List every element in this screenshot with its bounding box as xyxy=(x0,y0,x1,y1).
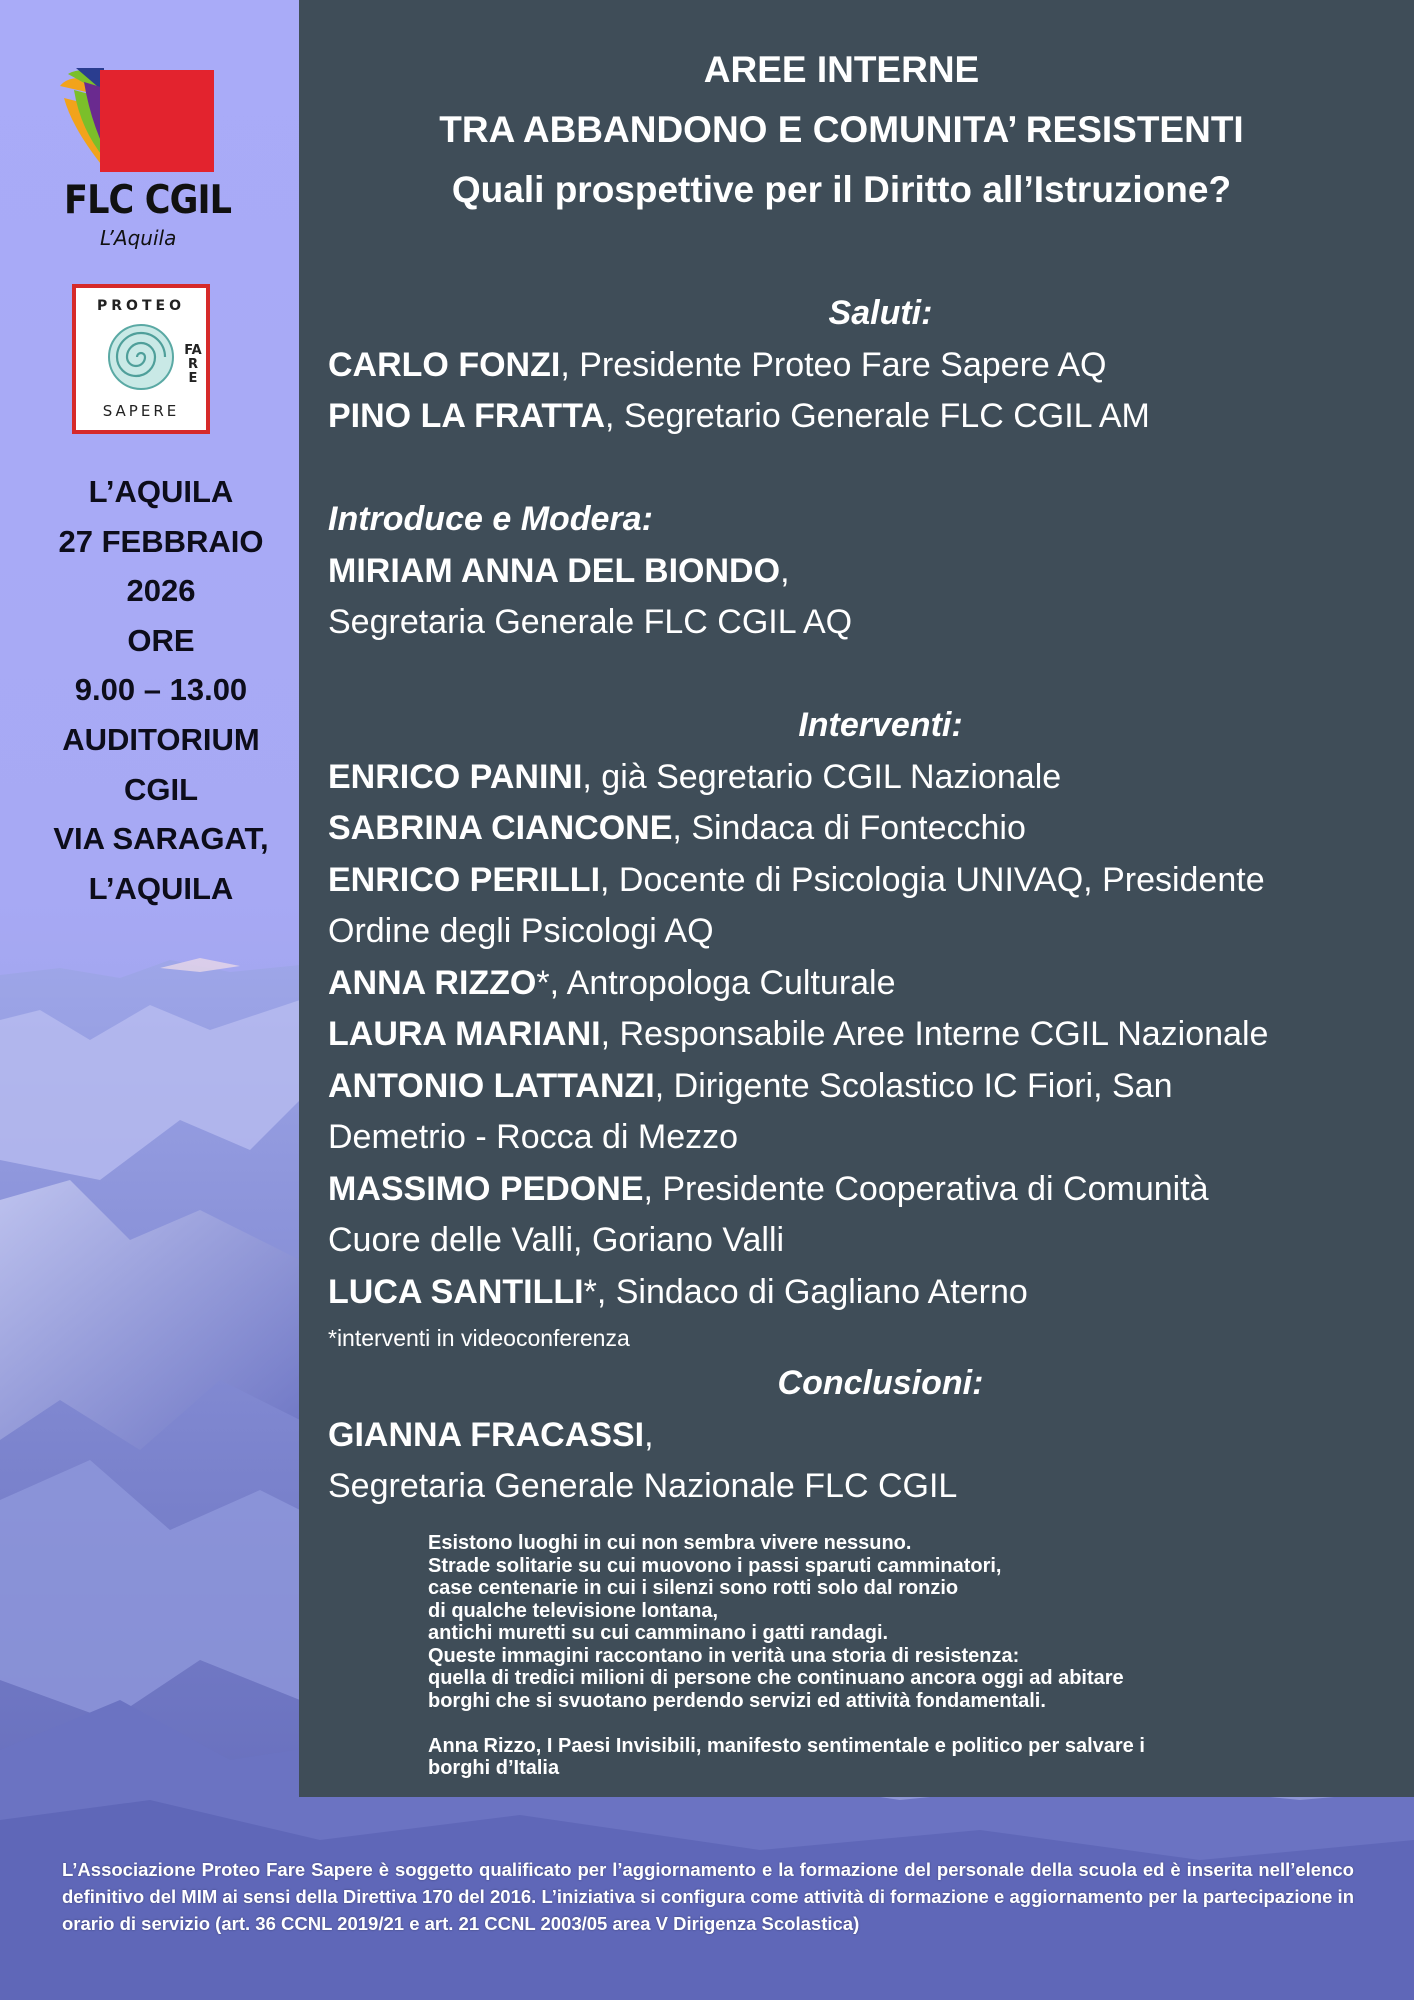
speaker-line xyxy=(328,1009,1388,1061)
quote-source: borghi d’Italia xyxy=(428,1757,560,1779)
title-line-1: AREE INTERNE xyxy=(703,49,980,90)
speaker-name: MASSIMO PEDONE xyxy=(328,1169,644,1208)
event-time-label: ORE xyxy=(127,622,195,658)
interventi-heading: Interventi: xyxy=(798,706,963,744)
speaker-name: LUCA SANTILLI xyxy=(328,1272,584,1311)
speaker-comma: , xyxy=(780,551,790,590)
event-venue-org: CGIL xyxy=(123,771,199,807)
shell-icon xyxy=(106,322,176,392)
speaker-role: , Docente di Psicologia UNIVAQ, Presidente xyxy=(600,860,1265,899)
speaker-role: , Dirigente Scolastico IC Fiori, San xyxy=(654,1066,1173,1105)
speaker-line xyxy=(328,391,1388,443)
quote-line: case centenarie in cui i silenzi sono rotti solo dal ronzio xyxy=(428,1577,959,1599)
speaker-name: SABRINA CIANCONE xyxy=(328,809,673,847)
footer-note: L’Associazione Proteo Fare Sapere è soggetto qualificato per l’aggiornamento e la formazione del personale della scuola ed è inserita nell’elenco definitivo del MIM ai sensi della Direttiva 170 del 2016. L’iniziativa si configura come attività di formazione e aggiornamento per la partecipazione in orario di servizio (art. 36 CCNL 2019/21 e art. 21 CCNL 2003/05 area V Dirigenza Scolastica) xyxy=(62,1859,1354,1934)
program-content xyxy=(328,288,1388,1513)
event-venue-city: L’AQUILA xyxy=(88,870,234,906)
proteo-logo-top-text: PROTEO xyxy=(97,298,185,314)
quote-source: Anna Rizzo, I Paesi Invisibili, manifesto sentimentale e politico per salvare i xyxy=(428,1734,1145,1757)
proteo-logo-mid-text: FARE xyxy=(184,343,202,386)
speaker-line xyxy=(328,1410,1388,1462)
flc-cgil-city: L’Aquila xyxy=(100,226,177,250)
event-date: 27 FEBBRAIO xyxy=(58,523,264,559)
title-line-3: Quali prospettive per il Diritto all’Istruzione? xyxy=(451,169,1232,210)
quote-line: Strade solitarie su cui muovono i passi sparuti camminatori, xyxy=(428,1554,1002,1577)
event-details xyxy=(18,467,304,913)
speaker-line xyxy=(328,855,1388,907)
event-street: VIA SARAGAT, xyxy=(53,821,269,857)
quote-line: Queste immagini raccontano in verità una storia di resistenza: xyxy=(428,1644,1020,1667)
speaker-role-continued: Ordine degli Psicologi AQ xyxy=(328,912,714,950)
quote-line: borghi che si svuotano perdendo servizi ed attività fondamentali. xyxy=(428,1689,1046,1712)
speaker-name: ANTONIO LATTANZI xyxy=(328,1066,655,1105)
flc-cgil-name: FLC CGIL xyxy=(64,178,232,223)
quote-line: di qualche televisione lontana, xyxy=(428,1599,719,1622)
event-venue: AUDITORIUM xyxy=(62,721,260,757)
speaker-role-continued: Cuore delle Valli, Goriano Valli xyxy=(328,1221,785,1259)
speaker-role: Segretaria Generale Nazionale FLC CGIL xyxy=(328,1467,958,1505)
speaker-name: ENRICO PERILLI xyxy=(328,860,601,899)
speaker-line xyxy=(328,340,1388,392)
quote-block xyxy=(428,1532,1328,1780)
speaker-name: PINO LA FRATTA xyxy=(328,397,605,435)
speaker-role: , già Segretario CGIL Nazionale xyxy=(582,757,1062,796)
speaker-role: , Responsabile Aree Interne CGIL Nazionale xyxy=(600,1015,1269,1053)
speaker-line xyxy=(328,1061,1388,1113)
speaker-name: ENRICO PANINI xyxy=(328,757,583,796)
speaker-role: , Sindaca di Fontecchio xyxy=(672,809,1026,847)
quote-line: Esistono luoghi in cui non sembra vivere nessuno. xyxy=(428,1532,912,1554)
quote-line: quella di tredici milioni di persone che continuano ancora oggi ad abitare xyxy=(428,1667,1124,1689)
speaker-line xyxy=(328,1164,1388,1216)
moderatore-heading: Introduce e Modera: xyxy=(328,500,653,538)
speaker-comma: , xyxy=(644,1415,654,1454)
proteo-logo-bottom-text: SAPERE xyxy=(102,402,180,420)
speaker-name: LAURA MARIANI xyxy=(328,1015,601,1053)
saluti-heading: Saluti: xyxy=(828,294,933,332)
speaker-role: *, Antropologa Culturale xyxy=(536,963,896,1002)
title-line-2: TRA ABBANDONO E COMUNITA’ RESISTENTI xyxy=(439,109,1244,150)
speaker-role: Segretaria Generale FLC CGIL AQ xyxy=(328,603,853,641)
speaker-name: MIRIAM ANNA DEL BIONDO xyxy=(328,551,781,590)
speaker-name: ANNA RIZZO xyxy=(328,963,537,1002)
event-city: L’AQUILA xyxy=(88,474,234,509)
speaker-role: *, Sindaco di Gagliano Aterno xyxy=(583,1272,1028,1311)
speaker-role: , Presidente Cooperativa di Comunità xyxy=(643,1169,1209,1208)
quote-line: antichi muretti su cui camminano i gatti randagi. xyxy=(428,1622,889,1644)
event-time: 9.00 – 13.00 xyxy=(74,672,248,708)
speaker-role: , Presidente Proteo Fare Sapere AQ xyxy=(560,345,1107,384)
speaker-line xyxy=(328,958,1388,1010)
speaker-line xyxy=(328,546,1388,598)
speaker-role-continued: Demetrio - Rocca di Mezzo xyxy=(328,1118,739,1156)
speaker-line xyxy=(328,1267,1388,1319)
speaker-name: GIANNA FRACASSI xyxy=(328,1415,645,1454)
speaker-line xyxy=(328,752,1388,804)
videoconference-note: *interventi in videoconferenza xyxy=(328,1325,630,1351)
speaker-line xyxy=(328,803,1388,855)
event-title xyxy=(299,40,1384,220)
proteo-fare-sapere-logo xyxy=(72,284,210,434)
speaker-role: , Segretario Generale FLC CGIL AM xyxy=(605,397,1150,435)
event-year: 2026 xyxy=(126,573,196,609)
speaker-name: CARLO FONZI xyxy=(328,345,561,384)
conclusioni-heading: Conclusioni: xyxy=(777,1364,984,1402)
